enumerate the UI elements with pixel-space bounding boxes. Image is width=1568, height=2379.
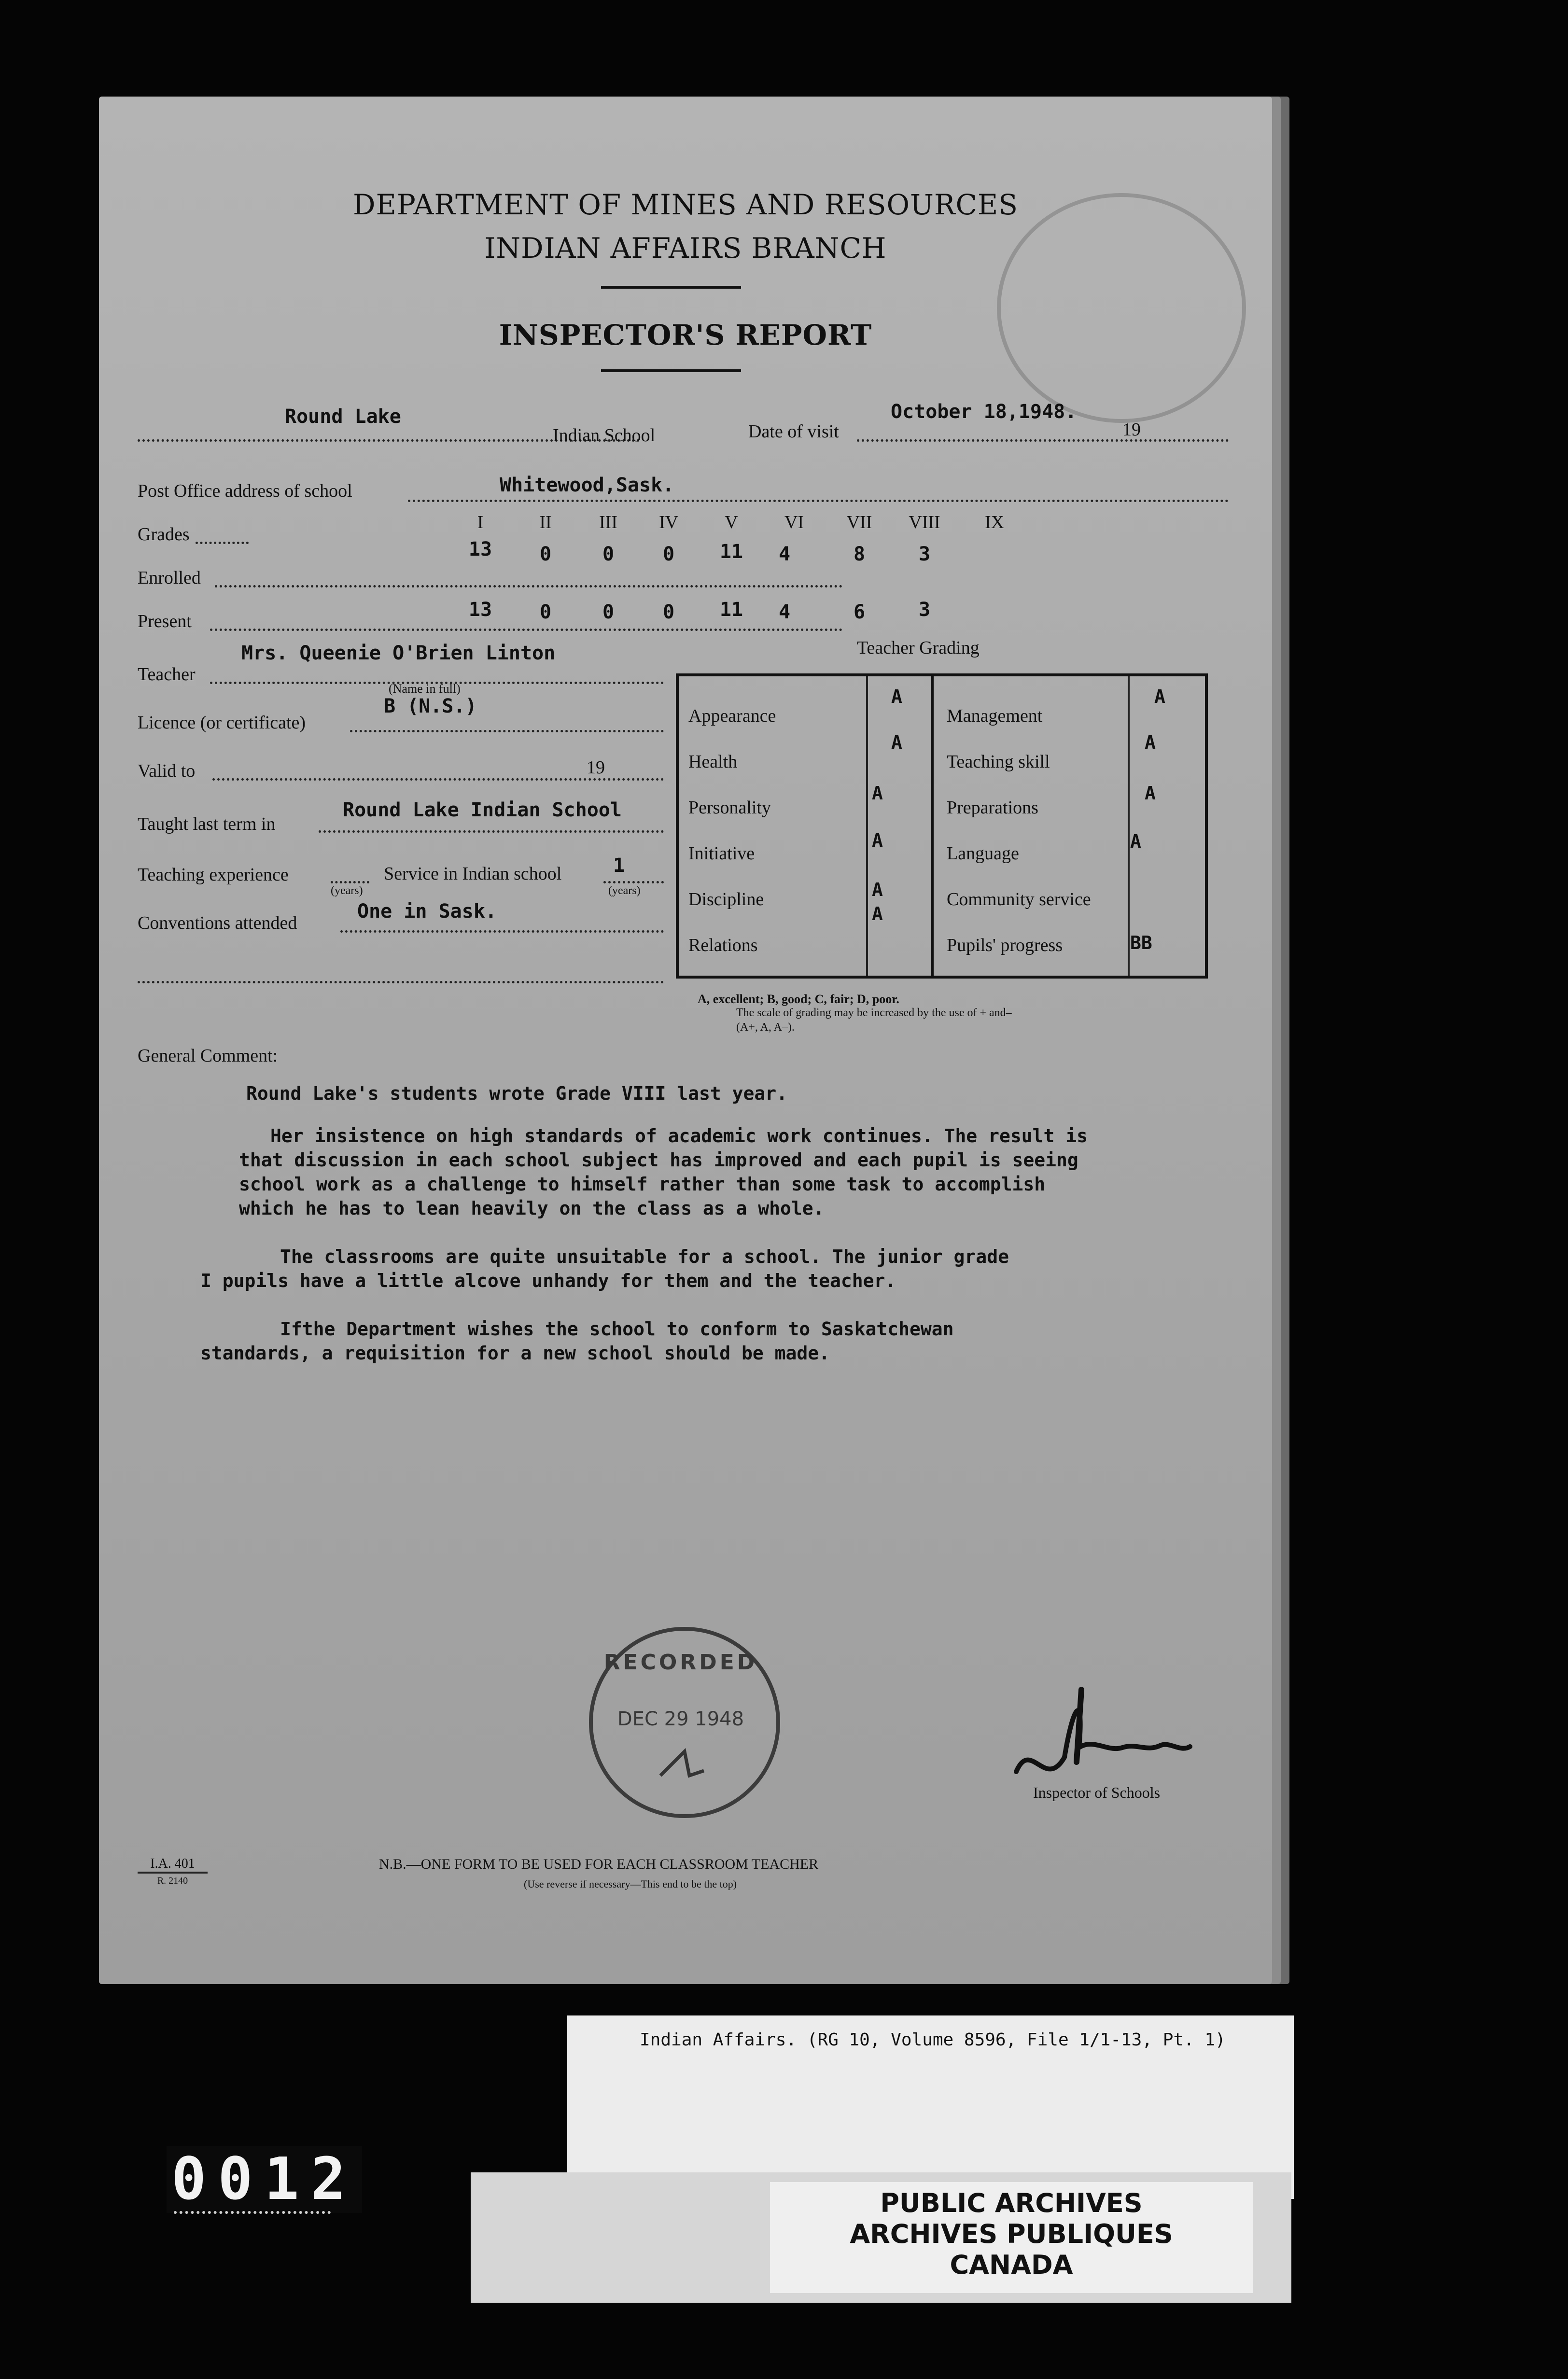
comment-line: Round Lake's students wrote Grade VIII last year.	[246, 1083, 788, 1104]
title-rule	[601, 369, 741, 372]
inspector-report-form	[99, 97, 1272, 1984]
grade-value-management: A	[1154, 686, 1165, 707]
grade-col: III	[599, 512, 617, 532]
present-value: 3	[918, 599, 931, 621]
service-years-note: (years)	[608, 884, 641, 897]
valid-to-line	[212, 778, 664, 781]
experience-line	[331, 881, 369, 883]
service-value: 1	[613, 854, 625, 877]
enrolled-value: 11	[719, 541, 743, 563]
present-value: 0	[539, 601, 552, 623]
public-archives-line1: PUBLIC ARCHIVES	[880, 2188, 1143, 2218]
present-value: 11	[719, 599, 743, 621]
public-archives-line3: CANADA	[950, 2250, 1073, 2280]
service-label: Service in Indian school	[384, 864, 562, 884]
grade-label-preparations: Preparations	[947, 798, 1038, 818]
department-heading: DEPARTMENT OF MINES AND RESOURCES	[352, 188, 1019, 221]
comment-line: which he has to lean heavily on the class as a whole.	[239, 1198, 825, 1219]
taught-last-term-label: Taught last term in	[138, 814, 276, 834]
grade-value-preparations: A	[1145, 783, 1156, 804]
name-in-full-note: (Name in full)	[389, 682, 461, 696]
enrolled-value: 4	[778, 543, 791, 565]
grid-divider	[931, 676, 934, 976]
recorded-stamp-text: RECORDED	[603, 1650, 758, 1675]
grading-scale: A, excellent; B, good; C, fair; D, poor.	[698, 992, 899, 1006]
grading-scale-note: The scale of grading may be increased by the use of + and–	[736, 1007, 1012, 1019]
school-name: Round Lake	[285, 406, 401, 428]
comment-line: Ifthe Department wishes the school to conform to Saskatchewan	[280, 1318, 954, 1340]
teacher-grading-title: Teacher Grading	[857, 638, 980, 658]
grid-divider	[1128, 676, 1130, 976]
valid-year-suffix: 19	[587, 757, 605, 778]
post-office-label: Post Office address of school	[138, 481, 352, 501]
present-value: 0	[662, 601, 675, 623]
grading-scale-note-2: (A+, A, A–).	[736, 1021, 795, 1034]
grade-value-initiative: A	[872, 830, 883, 851]
date-of-visit-label: Date of visit	[748, 421, 839, 442]
grade-value-teaching-skill: A	[1145, 732, 1156, 753]
present-value: 13	[468, 599, 492, 621]
grade-col: II	[539, 512, 552, 532]
post-office-value: Whitewood,Sask.	[500, 474, 674, 496]
teaching-experience-label: Teaching experience	[138, 865, 289, 885]
present-value: 6	[853, 601, 866, 623]
comment-line: school work as a challenge to himself rather than some task to accomplish	[239, 1174, 1046, 1195]
archive-reference: Indian Affairs. (RG 10, Volume 8596, File 1/1-13, Pt. 1)	[640, 2030, 1226, 2050]
comment-line: I pupils have a little alcove unhandy for them and the teacher.	[200, 1270, 896, 1291]
grade-value-personality: A	[872, 783, 883, 804]
taught-last-term-value: Round Lake Indian School	[343, 799, 622, 821]
conventions-value: One in Sask.	[357, 900, 497, 923]
conventions-line	[340, 930, 664, 933]
grade-col: VIII	[909, 512, 940, 532]
footer-note: N.B.—ONE FORM TO BE USED FOR EACH CLASSROOM TEACHER	[379, 1856, 819, 1872]
form-sub-id: R. 2140	[157, 1875, 188, 1886]
present-label: Present	[138, 611, 192, 631]
grade-label-community-service: Community service	[947, 889, 1091, 910]
grade-col: IV	[658, 512, 679, 532]
grades-line	[196, 542, 249, 544]
enrolled-value: 0	[539, 543, 552, 565]
grade-col: I	[477, 512, 484, 532]
grades-label: Grades	[138, 524, 190, 545]
recorded-stamp-date: DEC 29 1948	[617, 1708, 744, 1730]
comment-line: Her insistence on high standards of academic work continues. The result is	[270, 1125, 1088, 1147]
frame-number-ticks	[174, 2211, 331, 2221]
report-title: INSPECTOR'S REPORT	[499, 319, 872, 351]
grade-col: IX	[984, 512, 1005, 532]
date-of-visit-value: October 18,1948.	[891, 401, 1077, 423]
comment-line: that discussion in each school subject has improved and each pupil is seeing	[239, 1149, 1078, 1171]
comment-line: The classrooms are quite unsuitable for a school. The junior grade	[280, 1246, 1009, 1267]
service-line	[603, 881, 664, 883]
enrolled-value: 8	[853, 543, 866, 565]
grade-value-pupils-progress: BB	[1130, 932, 1152, 953]
grade-value-relations: A	[872, 903, 883, 924]
footer-note-sub: (Use reverse if necessary—This end to be the top)	[524, 1878, 737, 1890]
grade-label-discipline: Discipline	[688, 889, 764, 910]
present-value: 4	[778, 601, 791, 623]
grade-label-relations: Relations	[688, 935, 758, 955]
enrolled-label: Enrolled	[138, 568, 201, 588]
grade-col: VI	[784, 512, 804, 532]
post-office-line	[408, 500, 1229, 502]
enrolled-line	[215, 585, 842, 588]
public-archives-label	[770, 2182, 1253, 2293]
teacher-label: Teacher	[138, 664, 196, 685]
grade-label-pupils-progress: Pupils' progress	[947, 935, 1063, 955]
grade-label-health: Health	[688, 752, 738, 772]
grade-value-health: A	[891, 732, 902, 753]
general-comment-label: General Comment:	[138, 1046, 278, 1066]
grade-label-personality: Personality	[688, 798, 771, 818]
grade-label-teaching-skill: Teaching skill	[947, 752, 1050, 772]
heading-rule	[601, 286, 741, 289]
grade-col: VII	[846, 512, 872, 532]
grid-divider	[866, 676, 868, 976]
extra-line	[138, 981, 664, 983]
grade-label-language: Language	[947, 843, 1019, 864]
enrolled-value: 0	[662, 543, 675, 565]
enrolled-value: 13	[468, 538, 492, 560]
date-year-suffix: 19	[1122, 420, 1141, 440]
conventions-label: Conventions attended	[138, 913, 297, 933]
grade-label-appearance: Appearance	[688, 706, 776, 726]
comment-line: standards, a requisition for a new school should be made.	[200, 1343, 830, 1364]
present-line	[210, 629, 842, 631]
grade-value-language: A	[1130, 831, 1141, 852]
licence-label: Licence (or certificate)	[138, 713, 306, 733]
years-note: (years)	[331, 884, 363, 897]
public-archives-band	[471, 2172, 1291, 2303]
enrolled-value: 3	[918, 543, 931, 565]
inspector-signature	[997, 1680, 1200, 1796]
enrolled-value: 0	[602, 543, 615, 565]
date-line	[857, 439, 1229, 442]
received-stamp-faded	[997, 193, 1246, 423]
frame-number: 0012	[167, 2146, 362, 2213]
inspector-of-schools-label: Inspector of Schools	[1033, 1784, 1161, 1801]
grade-label-initiative: Initiative	[688, 843, 755, 864]
taught-line	[319, 830, 664, 833]
teacher-grading-table	[676, 673, 1208, 979]
grade-label-management: Management	[947, 706, 1043, 726]
indian-school-label: Indian School	[553, 425, 656, 446]
stamp-initial-mark	[651, 1742, 714, 1785]
present-value: 0	[602, 601, 615, 623]
grade-col: V	[725, 512, 738, 532]
licence-line	[350, 730, 664, 732]
valid-to-label: Valid to	[138, 761, 196, 781]
form-id: I.A. 401	[138, 1856, 208, 1874]
grade-value-discipline: A	[872, 879, 883, 900]
recorded-stamp	[589, 1627, 780, 1818]
branch-heading: INDIAN AFFAIRS BRANCH	[484, 232, 887, 265]
public-archives-line2: ARCHIVES PUBLIQUES	[850, 2219, 1173, 2249]
grade-value-appearance: A	[891, 686, 902, 707]
teacher-name: Mrs. Queenie O'Brien Linton	[241, 642, 556, 664]
licence-value: B (N.S.)	[384, 695, 477, 717]
archive-reference-card	[567, 2015, 1294, 2199]
